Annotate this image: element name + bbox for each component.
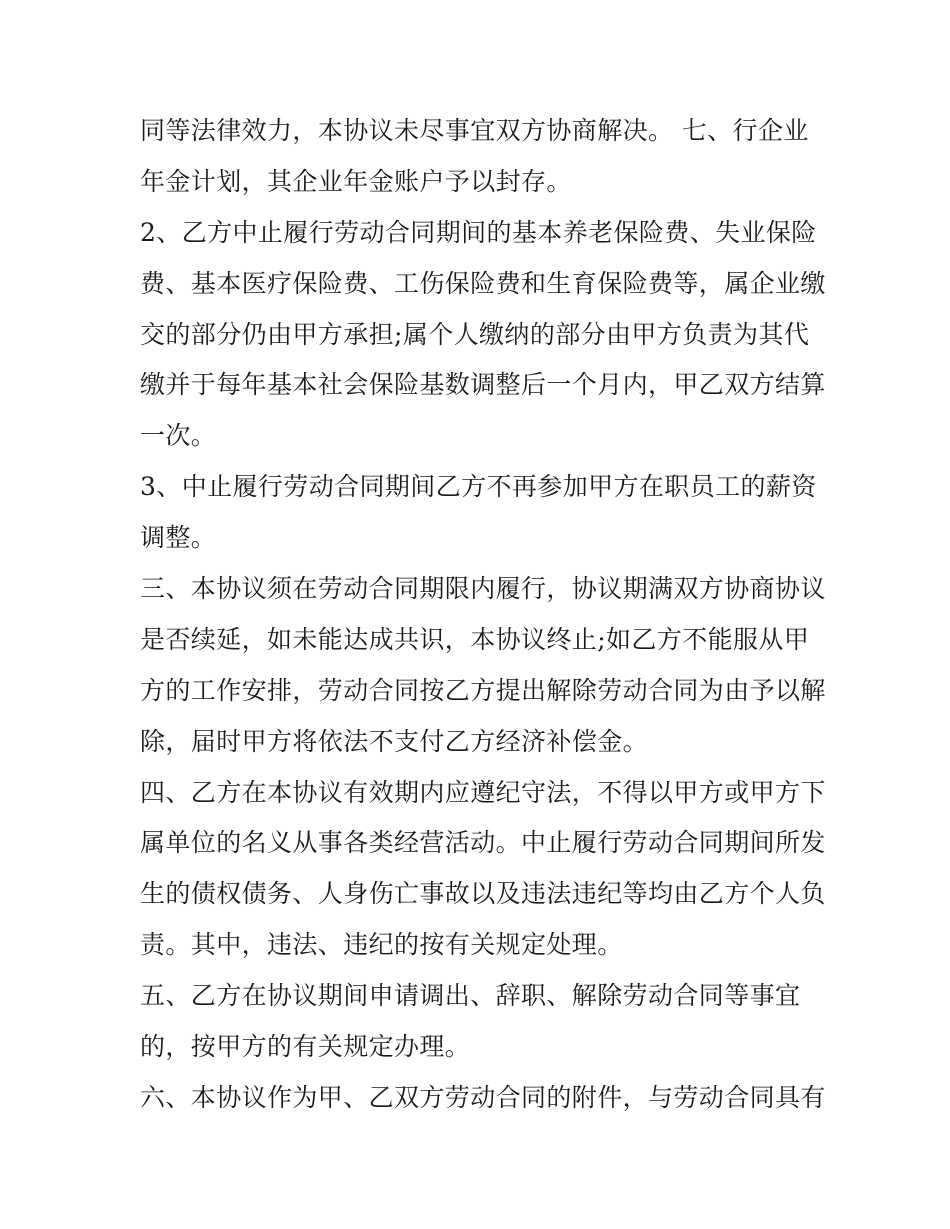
text-line-17: 责。其中，违法、违纪的按有关规定处理。 (140, 930, 623, 960)
text-line-19: 的，按甲方的有关规定办理。 (140, 1032, 471, 1062)
text-line-14: 四、乙方在本协议有效期内应遵纪守法，不得以甲方或甲方下 (140, 777, 826, 807)
text-line-1: 同等法律效力，本协议未尽事宜双方协商解决。 七、行企业 (140, 116, 809, 145)
text-line-9: 调整。 (140, 523, 217, 553)
text-line-20: 六、本协议作为甲、乙双方劳动合同的附件，与劳动合同具有 (140, 1082, 826, 1112)
text-line-10: 三、本协议须在劳动合同期限内履行，协议期满双方协商协议 (140, 574, 826, 604)
text-line-6: 缴并于每年基本社会保险基数调整后一个月内，甲乙双方结算 (140, 370, 826, 400)
text-line-2: 年金计划，其企业年金账户予以封存。 (140, 166, 572, 196)
text-line-7: 一次。 (140, 421, 217, 451)
text-line-11: 是否续延，如未能达成共识，本协议终止;如乙方不能服从甲 (140, 624, 810, 654)
document-body (140, 106, 830, 1124)
text-line-4: 费、基本医疗保险费、工伤保险费和生育保险费等，属企业缴 (140, 268, 826, 298)
text-line-5: 交的部分仍由甲方承担;属个人缴纳的部分由甲方负责为其代 (140, 319, 810, 349)
text-line-16: 生的债权债务、人身伤亡事故以及违法违纪等均由乙方个人负 (140, 879, 826, 909)
text-line-13: 除，届时甲方将依法不支付乙方经济补偿金。 (140, 726, 649, 756)
text-line-15: 属单位的名义从事各类经营活动。中止履行劳动合同期间所发 (140, 828, 826, 858)
text-line-8: 3、中止履行劳动合同期间乙方不再参加甲方在职员工的薪资 (140, 472, 817, 502)
text-line-12: 方的工作安排，劳动合同按乙方提出解除劳动合同为由予以解 (140, 675, 826, 705)
text-line-3: 2、乙方中止履行劳动合同期间的基本养老保险费、失业保险 (140, 217, 817, 247)
text-line-18: 五、乙方在协议期间申请调出、辞职、解除劳动合同等事宜 (140, 981, 801, 1011)
